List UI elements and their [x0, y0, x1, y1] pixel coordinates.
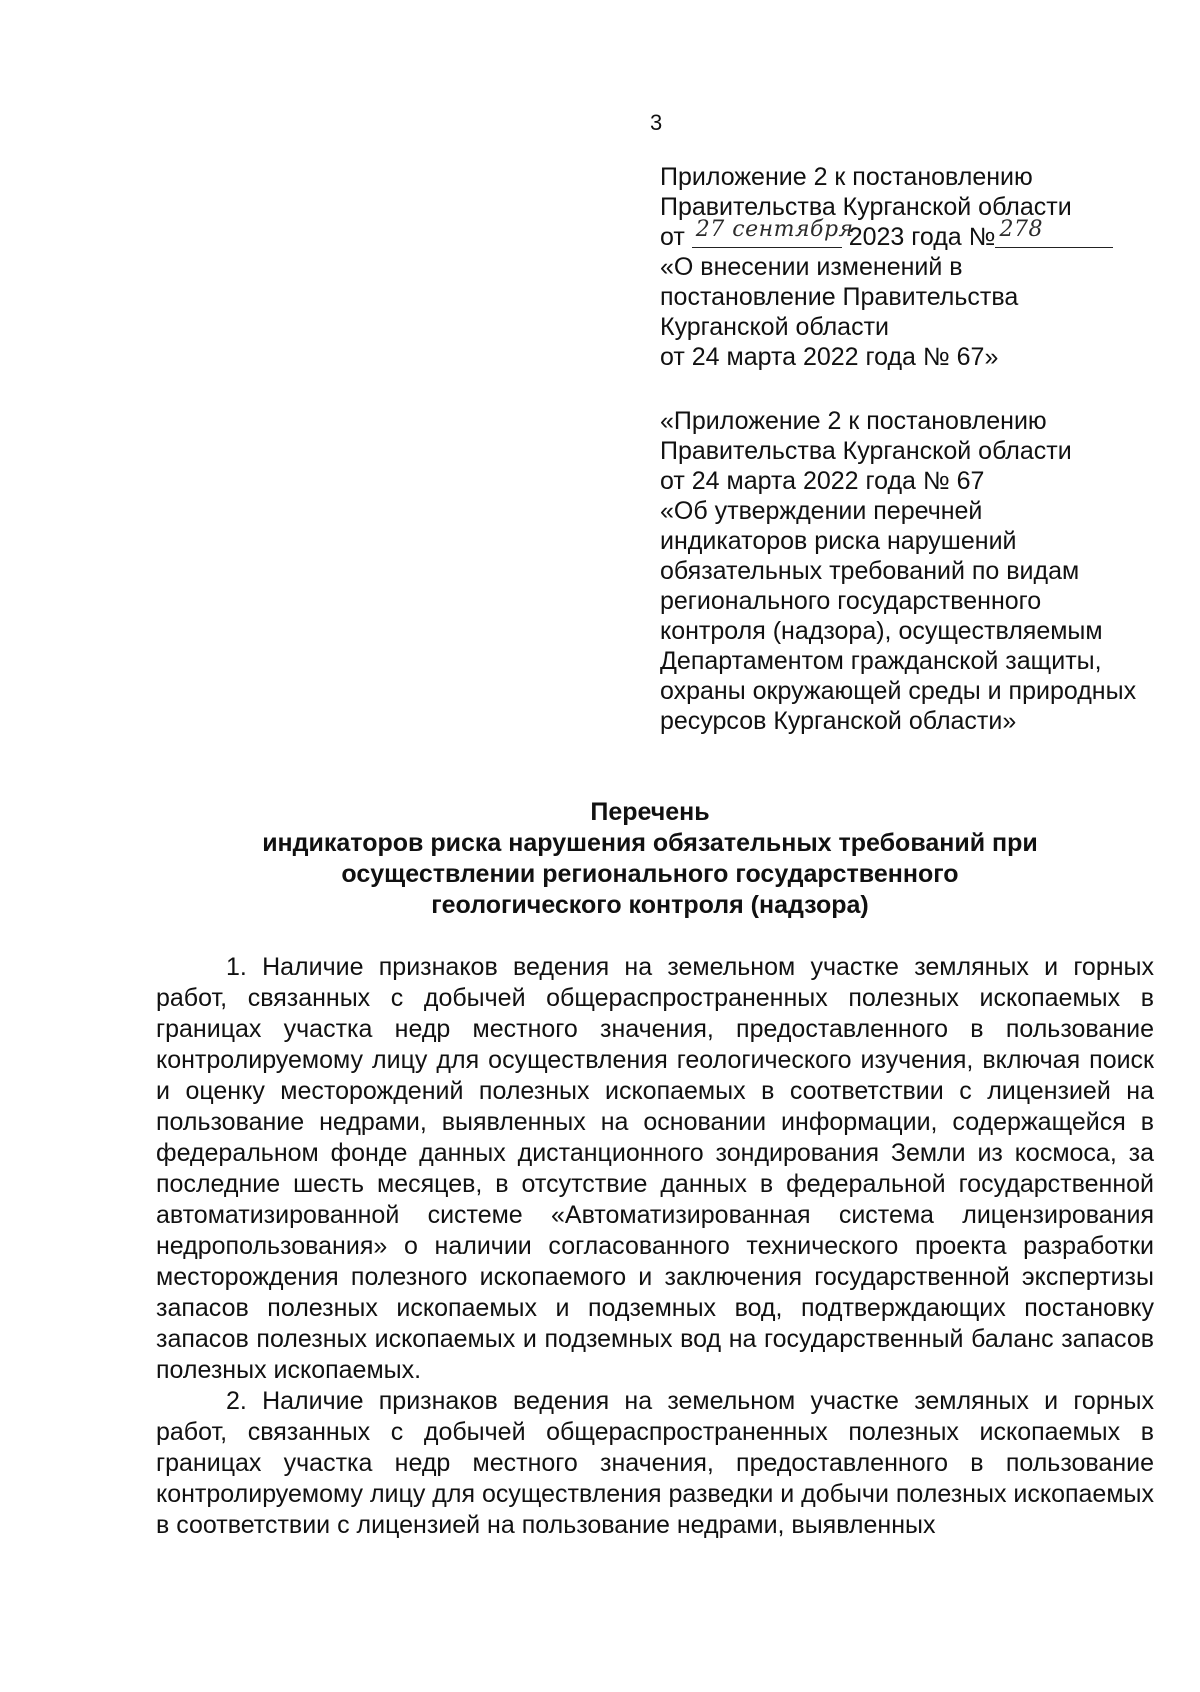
date-fill-line [692, 217, 854, 248]
annex-header-line: от 24 марта 2022 года № 67» [660, 343, 999, 371]
annex-quoted-line: от 24 марта 2022 года № 67 [660, 467, 985, 495]
handwritten-date: 27 сентября [695, 217, 854, 242]
annex-quoted-line: регионального государственного [660, 587, 1042, 615]
annex-quoted-line: ресурсов Курганской области» [660, 707, 1017, 735]
annex-quoted-line: «Приложение 2 к постановлению [660, 407, 1047, 435]
title-line: Перечень [590, 798, 710, 826]
title-line: осуществлении регионального государственного [341, 860, 959, 888]
document-body [156, 952, 1154, 1541]
annex-quoted-line: обязательных требований по видам [660, 557, 1080, 585]
handwritten-number: 278 [999, 217, 1043, 242]
number-fill-line [995, 217, 1113, 248]
page-number: 3 [650, 110, 663, 135]
annex-quoted-line: индикаторов риска нарушений [660, 527, 1017, 555]
annex-header-line: Правительства Курганской области [660, 193, 1072, 221]
date-prefix: от [660, 223, 685, 251]
paragraph-2: 2. Наличие признаков ведения на земельном участке земляных и горных работ, связанных с добычей общераспространенных полезных ископаемых в границах участка недр местного значения, предоставленного в пользование контролируемому лицу для осуществления разведки и добычи полезных ископаемых в соответствии с лицензией на пользование недрами, выявленных [156, 1387, 1154, 1539]
annex-header-line: постановление Правительства [660, 283, 1019, 311]
annex-header-line: «О внесении изменений в [660, 253, 963, 281]
document-title [150, 797, 1150, 921]
annex-quoted-line: контроля (надзора), осуществляемым [660, 617, 1103, 645]
annex-header [660, 162, 1180, 372]
annex-quoted-line: «Об утверждении перечней [660, 497, 983, 525]
annex-date-line [660, 217, 1180, 252]
title-line: индикаторов риска нарушения обязательных требований при [262, 829, 1038, 857]
annex-header-line: Курганской области [660, 313, 890, 341]
annex-quoted [660, 406, 1180, 736]
annex-quoted-line: Департаментом гражданской защиты, [660, 647, 1102, 675]
paragraph-1: 1. Наличие признаков ведения на земельном участке земляных и горных работ, связанных с добычей общераспространенных полезных ископаемых в границах участка недр местного значения, предоставленного в пользование контролируемому лицу для осуществления геологического изучения, включая поиск и оценку месторождений полезных ископаемых в соответствии с лицензией на пользование недрами, выявленных на основании информации, содержащейся в федеральном фонде данных дистанционного зондирования Земли из космоса, за последние шесть месяцев, в отсутствие данных в федеральной государственной автоматизированной системе «Автоматизированная система лицензирования недропользования» о наличии согласованного технического проекта разработки месторождения полезного ископаемого и заключения государственной экспертизы запасов полезных ископаемых и подземных вод, подтверждающих постановку запасов полезных ископаемых и подземных вод на государственный баланс запасов полезных ископаемых. [156, 953, 1154, 1384]
annex-quoted-line: Правительства Курганской области [660, 437, 1072, 465]
title-line: геологического контроля (надзора) [431, 891, 869, 919]
date-year: 2023 года № [848, 223, 996, 251]
annex-header-line: Приложение 2 к постановлению [660, 163, 1033, 191]
annex-quoted-line: охраны окружающей среды и природных [660, 677, 1137, 705]
